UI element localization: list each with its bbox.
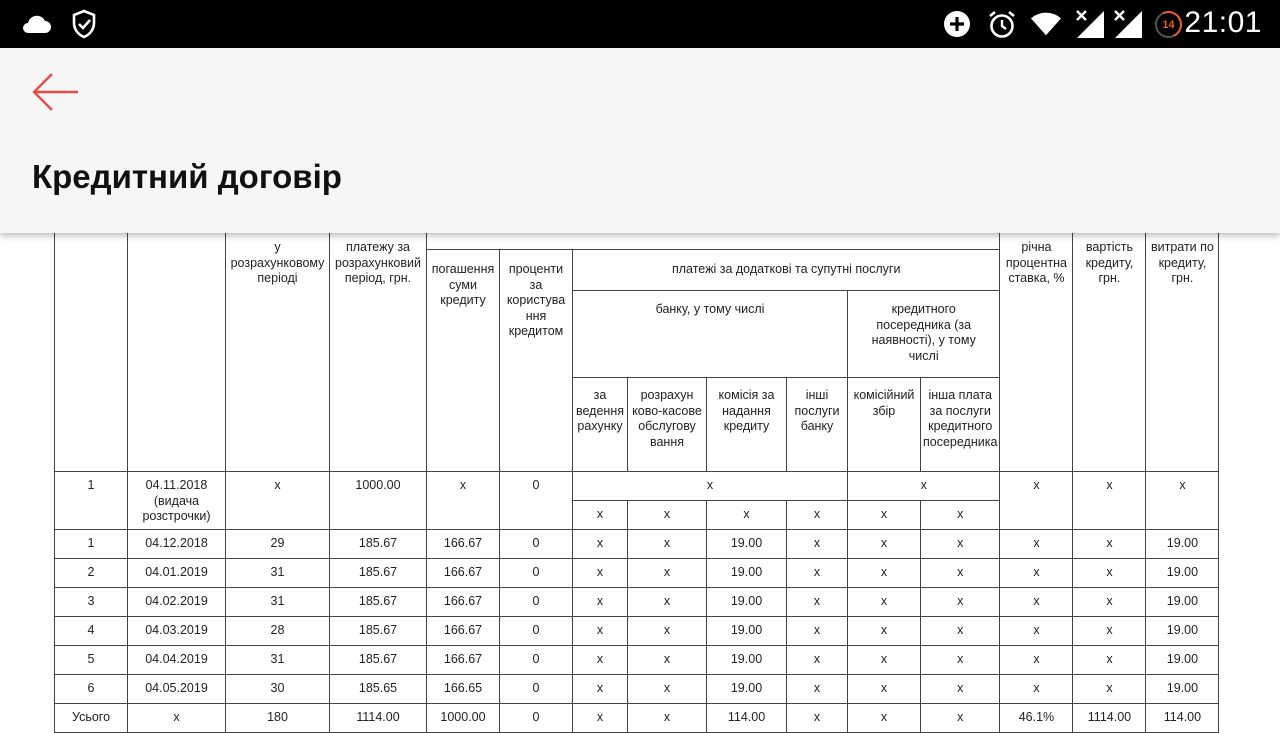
table-cell: 2 xyxy=(55,559,128,588)
table-cell: x xyxy=(921,646,1000,675)
table-cell: x xyxy=(573,675,628,704)
table-cell: x xyxy=(1000,675,1073,704)
table-cell: 19.00 xyxy=(1146,530,1219,559)
header-extra-services: платежі за додаткові та супутні послуги xyxy=(573,250,1000,291)
table-cell: 04.01.2019 xyxy=(128,559,226,588)
header-account-fee: за ведення рахунку xyxy=(573,378,628,472)
header-bank: банку, у тому числі xyxy=(573,291,848,378)
table-cell: x xyxy=(1000,588,1073,617)
table-cell: 166.67 xyxy=(427,530,500,559)
table-row xyxy=(55,675,1219,704)
table-cell: 19.00 xyxy=(707,530,787,559)
table-cell: x xyxy=(573,588,628,617)
back-button[interactable] xyxy=(30,70,86,120)
table-cell: 0 xyxy=(500,646,573,675)
page-title: Кредитний договір xyxy=(32,158,342,195)
first-row-expenses: x xyxy=(1146,472,1219,530)
table-cell: x xyxy=(1000,530,1073,559)
table-cell: 166.67 xyxy=(427,559,500,588)
table-cell: 31 xyxy=(226,588,330,617)
table-cell: 166.65 xyxy=(427,675,500,704)
table-cell: 166.67 xyxy=(427,646,500,675)
table-cell: x xyxy=(628,704,707,733)
table-cell: x xyxy=(1073,675,1146,704)
first-row-days: x xyxy=(226,472,330,530)
table-cell: x xyxy=(848,588,921,617)
table-cell: 0 xyxy=(500,559,573,588)
header-commission: комісія за надання кредиту xyxy=(707,378,787,472)
table-cell: 6 xyxy=(55,675,128,704)
table-cell: 180 xyxy=(226,704,330,733)
first-row-interest: 0 xyxy=(500,472,573,530)
table-cell: 19.00 xyxy=(1146,646,1219,675)
first-row-sub-cell: x xyxy=(628,501,707,530)
table-cell: 19.00 xyxy=(707,588,787,617)
app-toolbar xyxy=(0,48,1280,233)
first-row-principal: x xyxy=(427,472,500,530)
table-cell: x xyxy=(787,559,848,588)
table-cell: 185.67 xyxy=(330,617,427,646)
table-cell: 19.00 xyxy=(707,675,787,704)
table-cell: x xyxy=(628,617,707,646)
table-cell: 46.1% xyxy=(1000,704,1073,733)
battery-icon: 14 xyxy=(1155,11,1182,38)
table-cell: 4 xyxy=(55,617,128,646)
table-cell: x xyxy=(1073,588,1146,617)
table-cell: x xyxy=(787,617,848,646)
table-cell: x xyxy=(848,617,921,646)
table-cell: 30 xyxy=(226,675,330,704)
table-cell: 1 xyxy=(55,530,128,559)
table-row xyxy=(55,530,1219,559)
header-broker-other: інша плата за послуги кредитного посередника xyxy=(921,378,1000,472)
first-row-cost: x xyxy=(1073,472,1146,530)
table-cell: x xyxy=(921,530,1000,559)
first-row-sub-cell: x xyxy=(787,501,848,530)
table-cell: x xyxy=(573,646,628,675)
table-cell: 185.67 xyxy=(330,530,427,559)
credit-schedule-table xyxy=(54,210,1219,733)
table-row xyxy=(55,646,1219,675)
table-cell: x xyxy=(921,617,1000,646)
header-expenses: витрати по кредиту, грн. xyxy=(1146,211,1219,472)
table-cell: x xyxy=(1000,559,1073,588)
total-row xyxy=(55,704,1219,733)
table-cell: 1114.00 xyxy=(1073,704,1146,733)
table-cell: x xyxy=(787,704,848,733)
first-row-sub-cell: x xyxy=(573,501,628,530)
table-cell: 19.00 xyxy=(1146,559,1219,588)
table-cell: x xyxy=(921,675,1000,704)
table-cell: x xyxy=(573,559,628,588)
table-cell: x xyxy=(787,646,848,675)
table-cell: x xyxy=(128,704,226,733)
table-cell: x xyxy=(848,704,921,733)
table-cell: 19.00 xyxy=(707,559,787,588)
header-cash-service: розрахун ково-касове обслугову вання xyxy=(628,378,707,472)
table-cell: x xyxy=(848,675,921,704)
table-cell: 0 xyxy=(500,530,573,559)
table-cell: x xyxy=(1000,646,1073,675)
table-cell: x xyxy=(1000,617,1073,646)
table-cell: 19.00 xyxy=(707,646,787,675)
header-rate: річна процентна ставка, % xyxy=(1000,211,1073,472)
table-cell: x xyxy=(921,588,1000,617)
table-cell: 19.00 xyxy=(707,617,787,646)
table-cell: 04.05.2019 xyxy=(128,675,226,704)
table-cell: 31 xyxy=(226,646,330,675)
table-cell: x xyxy=(921,704,1000,733)
table-cell: x xyxy=(848,646,921,675)
table-cell: 3 xyxy=(55,588,128,617)
table-cell: x xyxy=(573,704,628,733)
table-cell: 19.00 xyxy=(1146,675,1219,704)
table-cell: x xyxy=(573,617,628,646)
header-date xyxy=(128,211,226,472)
table-cell: x xyxy=(921,559,1000,588)
table-cell: x xyxy=(628,646,707,675)
table-cell: 166.67 xyxy=(427,617,500,646)
table-row xyxy=(55,588,1219,617)
table-cell: 185.67 xyxy=(330,588,427,617)
first-row-sub-cell: x xyxy=(921,501,1000,530)
header-num xyxy=(55,211,128,472)
header-principal: погашення суми кредиту xyxy=(427,250,500,472)
first-row-bank-x: x xyxy=(573,472,848,501)
first-row-broker-x: x xyxy=(848,472,1000,501)
first-row-date: 04.11.2018 (видача розстрочки) xyxy=(128,472,226,530)
table-cell: x xyxy=(628,559,707,588)
table-cell: x xyxy=(628,588,707,617)
table-cell: 28 xyxy=(226,617,330,646)
first-row-sub-cell: x xyxy=(707,501,787,530)
header-cost: вартість кредиту, грн. xyxy=(1073,211,1146,472)
table-cell: 04.12.2018 xyxy=(128,530,226,559)
table-cell: 166.67 xyxy=(427,588,500,617)
table-cell: 185.65 xyxy=(330,675,427,704)
table-cell: 04.03.2019 xyxy=(128,617,226,646)
table-cell: 114.00 xyxy=(1146,704,1219,733)
header-interest: проценти за користува ння кредитом xyxy=(500,250,573,472)
clock: 21:01 xyxy=(1184,6,1262,39)
table-cell: x xyxy=(628,675,707,704)
header-broker: кредитного посередника (за наявності), у тому числі xyxy=(848,291,1000,378)
table-cell: 29 xyxy=(226,530,330,559)
table-cell: 19.00 xyxy=(1146,617,1219,646)
table-cell: 31 xyxy=(226,559,330,588)
table-cell: x xyxy=(628,530,707,559)
first-row-payment: 1000.00 xyxy=(330,472,427,530)
table-cell: 1000.00 xyxy=(427,704,500,733)
table-cell: 185.67 xyxy=(330,646,427,675)
table-cell: x xyxy=(848,559,921,588)
header-days: у розрахунковому періоді xyxy=(226,211,330,472)
table-cell: 04.02.2019 xyxy=(128,588,226,617)
table-cell: 0 xyxy=(500,617,573,646)
table-cell: 19.00 xyxy=(1146,588,1219,617)
header-other-bank: інші послуги банку xyxy=(787,378,848,472)
first-row-num: 1 xyxy=(55,472,128,530)
table-cell: 185.67 xyxy=(330,559,427,588)
table-cell: x xyxy=(1073,646,1146,675)
first-row-sub-cell: x xyxy=(848,501,921,530)
table-cell: 04.04.2019 xyxy=(128,646,226,675)
first-row-rate: x xyxy=(1000,472,1073,530)
table-cell: x xyxy=(1073,559,1146,588)
arrow-left-icon xyxy=(30,70,80,114)
table-cell: 0 xyxy=(500,588,573,617)
table-row xyxy=(55,617,1219,646)
header-broker-fee: комісійний збір xyxy=(848,378,921,472)
table-cell: Усього xyxy=(55,704,128,733)
table-cell: x xyxy=(573,530,628,559)
table-cell: 0 xyxy=(500,704,573,733)
table-cell: x xyxy=(1073,617,1146,646)
schedule-rows xyxy=(55,530,1219,733)
table-cell: 0 xyxy=(500,675,573,704)
table-cell: x xyxy=(787,675,848,704)
table-cell: x xyxy=(1073,530,1146,559)
table-cell: 1114.00 xyxy=(330,704,427,733)
table-cell: x xyxy=(848,530,921,559)
table-cell: 5 xyxy=(55,646,128,675)
table-cell: x xyxy=(787,530,848,559)
table-cell: 114.00 xyxy=(707,704,787,733)
table-row xyxy=(55,559,1219,588)
header-payment: платежу за розрахунковий період, грн. xyxy=(330,211,427,472)
table-cell: x xyxy=(787,588,848,617)
